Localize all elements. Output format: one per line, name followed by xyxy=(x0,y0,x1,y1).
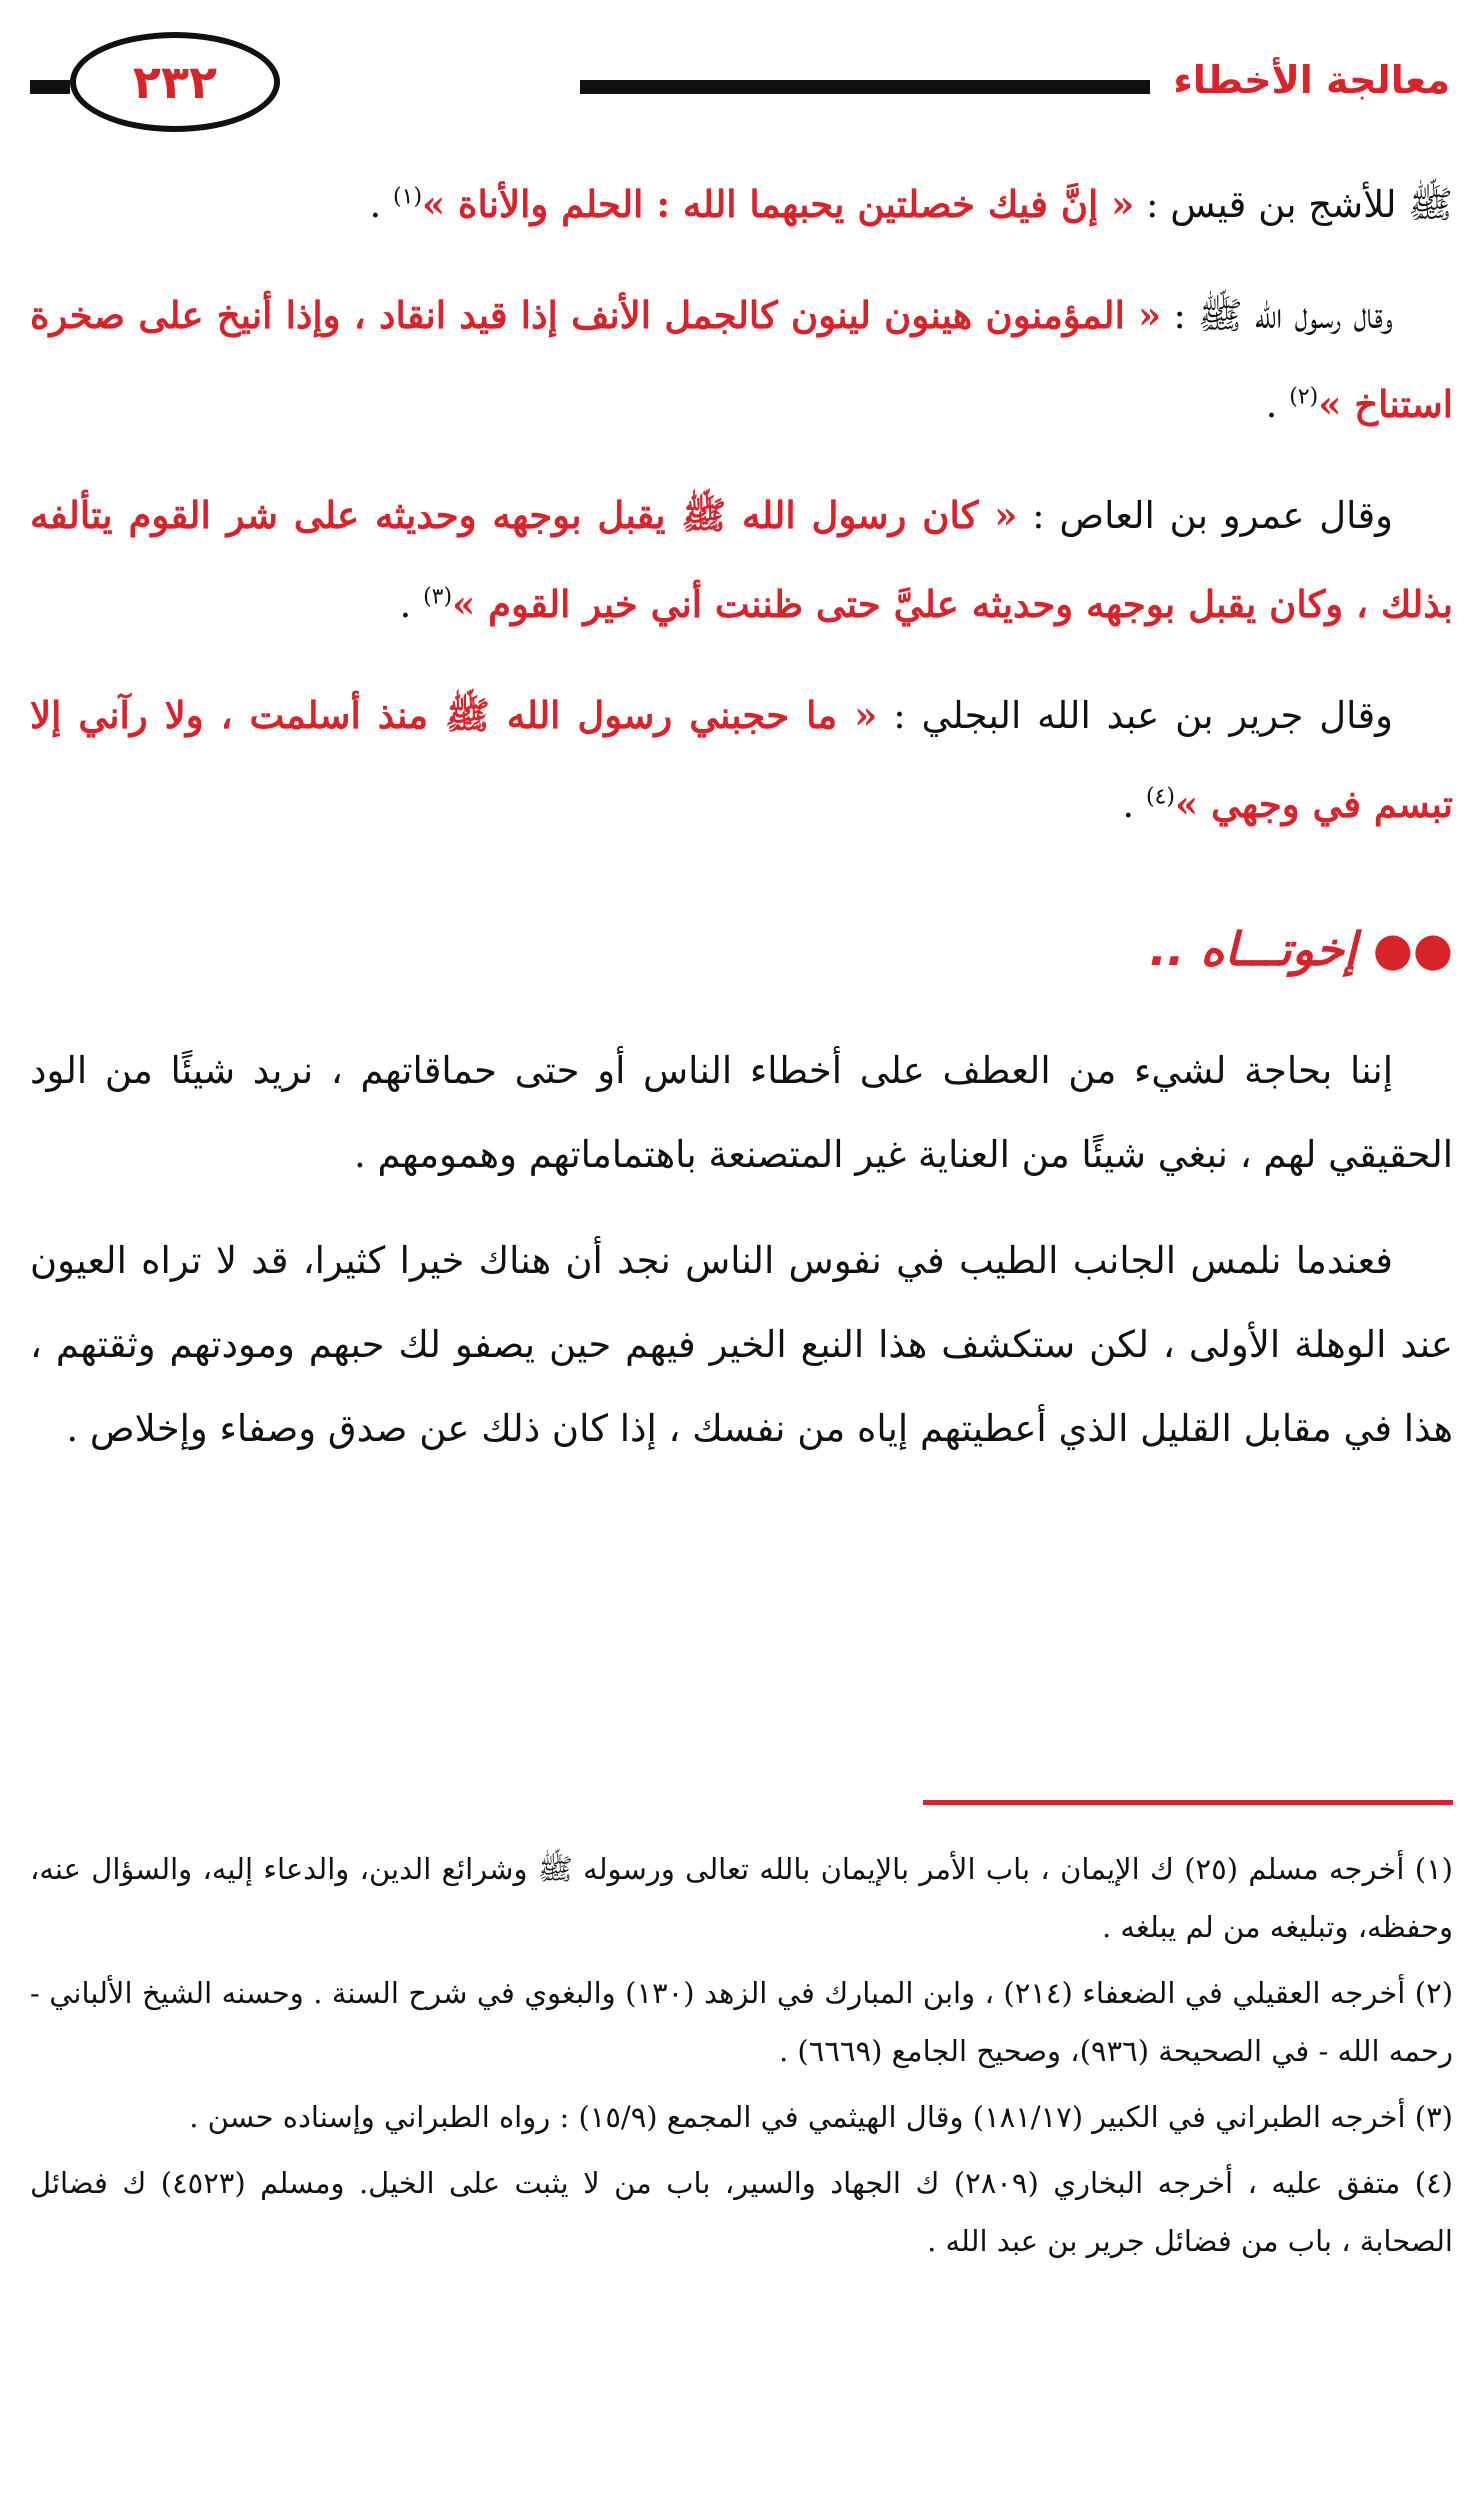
footnote-4: (٤) متفق عليه ، أخرجه البخاري (٢٨٠٩) ك الجهاد والسير، باب من لا يثبت على الخيل. ومسلم (٤٥٢٣) ك فضائل الصحابة ، باب من فضائل جرير بن عبد الله . xyxy=(30,2166,1453,2258)
body-paragraph-1: إننا بحاجة لشيء من العطف على أخطاء الناس أو حتى حماقاتهم ، نريد شيئًا من الود الحقيقي لهم ، نبغي شيئًا من العناية غير المتصنعة باهتماماتهم وهمومهم . xyxy=(30,1049,1453,1176)
heading-bullets: ●● xyxy=(1372,922,1453,976)
hadith-paragraph-4 xyxy=(30,671,1453,849)
section-body xyxy=(30,1029,1453,1471)
footnote-ref: (١) xyxy=(393,184,423,210)
paragraph-lead: ﷺ للأشج بن قيس : xyxy=(1134,183,1453,226)
footnote-2: (٢) أخرجه العقيلي في الضعفاء (٢١٤) ، وابن المبارك في الزهد (١٣٠) والبغوي في شرح السنة . وحسنه الشيخ الألباني - رحمه الله - في الصحيحة (٩٣٦)، وصحيح الجامع (٦٦٦٩) . xyxy=(30,1976,1454,2068)
footnote-ref: (٤) xyxy=(1145,784,1175,810)
paragraph-lead: وقال جرير بن عبد الله البجلي : xyxy=(877,694,1394,737)
paragraph-lead: وقال عمرو بن العاص : xyxy=(1017,494,1394,537)
paragraph-end: . xyxy=(369,183,394,226)
footnote-1: (١) أخرجه مسلم (٢٥) ك الإيمان ، باب الأمر بالإيمان بالله تعالى ورسوله ﷺ وشرائع الدين، والدعاء إليه، والسؤال عنه، وحفظه، وتبليغه من لم يبلغه . xyxy=(30,1852,1453,1944)
running-title: معالجة الأخطاء xyxy=(1173,58,1450,102)
hadith-quote: « إنَّ فيك خصلتين يحبهما الله : الحلم والأناة » xyxy=(422,182,1135,226)
body-paragraph-2: فعندما نلمس الجانب الطيب في نفوس الناس نجد أن هناك خيرا كثيرا، قد لا تراه العيون عند الوهلة الأولى ، لكن ستكشف هذا النبع الخير فيهم حين يصفو لك حبهم ومودتهم وثقتهم ، هذا في مقابل القليل الذي أعطيتهم إياه من نفسك ، إذا كان ذلك عن صدق وصفاء وإخلاص . xyxy=(30,1239,1453,1450)
paragraph-end: . xyxy=(1265,383,1290,426)
footnote-ref: (٢) xyxy=(1289,384,1319,410)
header-rule xyxy=(580,80,1150,94)
hadith-paragraph-1 xyxy=(30,160,1453,249)
hadith-quote: « ما حجبني رسول الله ﷺ منذ أسلمت ، ولا رآني إلا تبسم في وجهي » xyxy=(30,693,1453,826)
paragraph-end: . xyxy=(1122,783,1146,826)
hadith-quote: « كان رسول الله ﷺ يقبل بوجهه وحديثه على شر القوم يتألفه بذلك ، وكان يقبل بوجهه وحديثه عليَّ حتى ظننت أني خير القوم » xyxy=(30,493,1453,626)
footnotes xyxy=(30,1840,1453,2278)
heading-text: إخوتـــاه .. xyxy=(1149,922,1357,976)
footnote-separator xyxy=(923,1800,1453,1805)
page-number: ٢٣٢ xyxy=(70,32,280,132)
footnote-ref: (٣) xyxy=(423,584,453,610)
hadith-paragraph-2 xyxy=(30,271,1453,449)
paragraph-end: . xyxy=(399,583,424,626)
hadith-paragraph-3 xyxy=(30,471,1453,649)
paragraph-lead: وقال رسول الله ﷺ : xyxy=(1161,294,1393,337)
main-text xyxy=(30,160,1453,1493)
hadith-quote: « المؤمنون هينون لينون كالجمل الأنف إذا قيد انقاد ، وإذا أنيخ على صخرة استناخ » xyxy=(30,293,1453,426)
section-heading xyxy=(30,919,1453,979)
header-rule-end xyxy=(30,80,70,94)
footnote-3: (٣) أخرجه الطبراني في الكبير (١٨١/١٧) وقال الهيثمي في المجمع (١٥/٩) : رواه الطبراني وإسناده حسن . xyxy=(189,2100,1453,2134)
page-header xyxy=(30,28,1450,138)
